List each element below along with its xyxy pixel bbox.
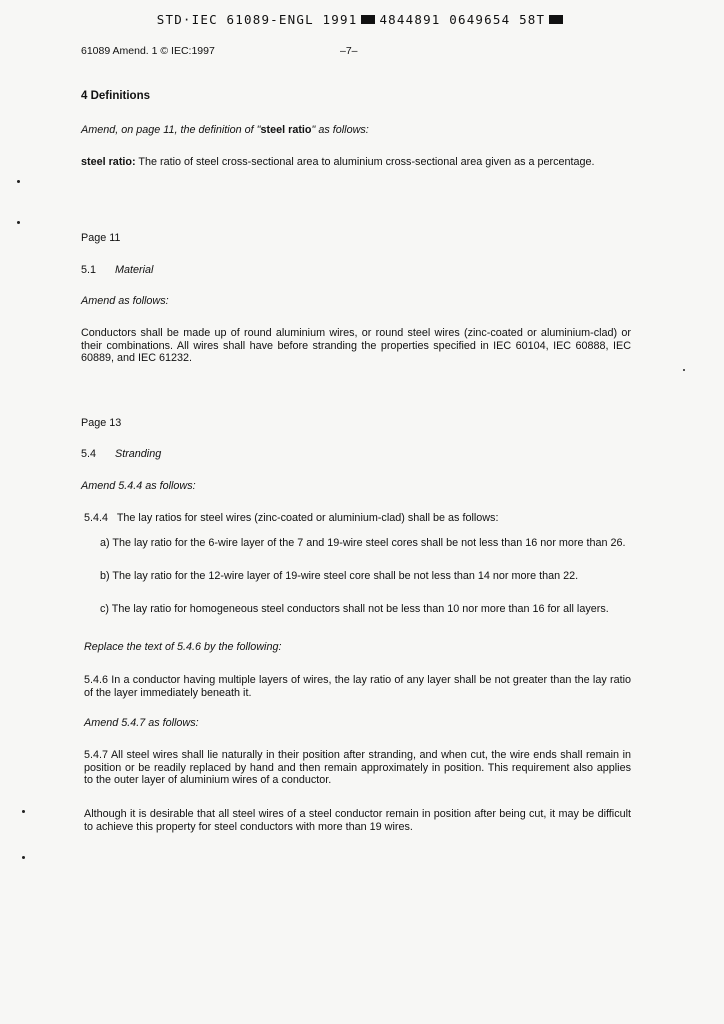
stamp-text-1: STD·IEC 61089-ENGL 1991 (156, 12, 358, 27)
definition-text: The ratio of steel cross-sectional area to aluminium cross-sectional area given as a percentage. (135, 156, 595, 168)
instruction-text: Amend, on page 11, the definition of " (81, 124, 261, 136)
section-5-4-7-instruction: Amend 5.4.7 as follows: (84, 717, 199, 729)
definitions-instruction (81, 124, 631, 137)
stamp-text-2: 4844891 0649654 58T (379, 12, 546, 27)
scan-speck (683, 369, 685, 371)
section-title: Material (115, 264, 154, 276)
list-item-c: c) The lay ratio for homogeneous steel conductors shall not be less than 10 nor more than 16 for all layers. (100, 603, 609, 615)
page-11-label: Page 11 (81, 232, 121, 244)
section-5-4-4-instruction: Amend 5.4.4 as follows: (81, 480, 196, 492)
scan-speck (17, 180, 20, 183)
scan-speck (22, 856, 25, 859)
section-5-4-6-text: 5.4.6 In a conductor having multiple layers of wires, the lay ratio of any layer shall be not greater than the lay ratio of the layer immediately beneath it. (84, 674, 631, 699)
definitions-heading: 4 Definitions (81, 90, 151, 102)
stamp-bar-end (549, 15, 563, 24)
section-number: 5.1 (81, 264, 97, 276)
instruction-term: steel ratio (260, 124, 312, 136)
section-5-4-7-text: 5.4.7 All steel wires shall lie naturally in their position after stranding, and when cut, the wire ends shall remain in position or be readily replaced by hand and then remain approximately in position. This requirement also applies to the outer layer of aluminium wires of a conductor. (84, 749, 631, 786)
header-reference: 61089 Amend. 1 © IEC:1997 (81, 45, 215, 57)
section-5-1-instruction: Amend as follows: (81, 295, 169, 307)
section-5-4-6-instruction: Replace the text of 5.4.6 by the following: (84, 641, 282, 653)
section-title: Stranding (115, 448, 162, 460)
section-number: 5.4 (81, 448, 97, 460)
scan-speck (22, 810, 25, 813)
instruction-text-end: " as follows: (311, 124, 369, 136)
section-5-1-heading (81, 264, 631, 277)
section-5-4-4-text: 5.4.4 The lay ratios for steel wires (zinc-coated or aluminium-clad) shall be as follows: (84, 512, 499, 524)
section-5-4-heading (81, 448, 631, 461)
page-number: –7– (340, 45, 358, 57)
definition-term: steel ratio: (81, 156, 136, 168)
section-5-4-7-note: Although it is desirable that all steel wires of a steel conductor remain in position after being cut, it may be difficult to achieve this property for steel conductors with more than 19 wires. (84, 808, 631, 833)
document-stamp (0, 12, 724, 27)
scan-speck (17, 221, 20, 224)
stamp-bar (361, 15, 375, 24)
section-5-1-text: Conductors shall be made up of round aluminium wires, or round steel wires (zinc-coated or aluminium-clad) or their combinations. All wires shall have before stranding the properties specified in IEC 60104, IEC 60888, IEC 60889, and IEC 61232. (81, 327, 631, 364)
page-13-label: Page 13 (81, 417, 122, 429)
list-item-a: a) The lay ratio for the 6-wire layer of the 7 and 19-wire steel cores shall be not less than 16 nor more than 26. (100, 537, 626, 549)
list-item-b: b) The lay ratio for the 12-wire layer of 19-wire steel core shall be not less than 14 nor more than 22. (100, 570, 579, 582)
steel-ratio-definition (81, 156, 631, 169)
